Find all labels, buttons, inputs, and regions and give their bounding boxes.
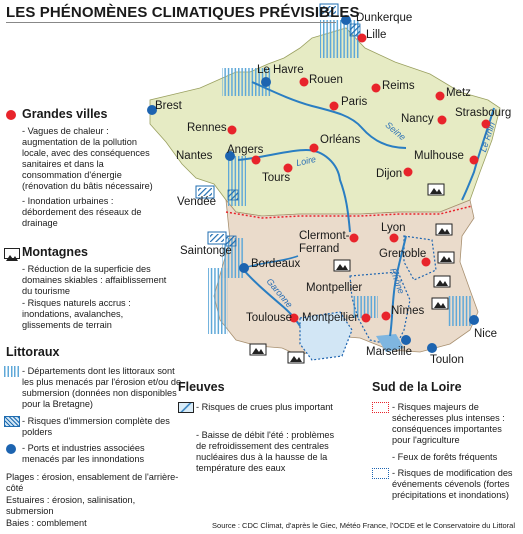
city-label-orleans: Orléans	[320, 134, 361, 146]
city-label-reims: Reims	[382, 80, 415, 92]
legend-littoraux-note-plages: Plages : érosion, ensablement de l'arrière-côté	[6, 472, 179, 493]
legend-montagnes-heading: Montagnes	[22, 245, 88, 259]
city-label-saintonge: Saintonge	[180, 245, 232, 257]
river-label-seine: Seine	[383, 119, 408, 143]
port-dot-marseille	[401, 335, 411, 345]
city-label-clermont: Clermont- Ferrand	[299, 230, 350, 255]
port-dot-bordeaux	[239, 263, 249, 273]
city-dot-rouen	[300, 78, 309, 87]
city-label-brest: Brest	[155, 100, 182, 112]
city-label-toulon: Toulon	[430, 354, 464, 366]
city-dot-mulhouse	[470, 156, 479, 165]
mountain-icon-jura	[436, 224, 452, 235]
mountain-icon-alpes-sud	[434, 276, 450, 287]
legend-littoraux-note-baies: Baies : comblement	[6, 518, 87, 528]
city-dot-angers	[252, 156, 261, 165]
mountain-icon-vosges	[428, 184, 444, 195]
city-label-nantes: Nantes	[176, 150, 213, 162]
city-label-paris: Paris	[341, 96, 368, 108]
river-label-rhin: Le Rhin	[477, 120, 498, 154]
source-credit: Source : CDC Climat, d'après le Giec, Météo France, l'OCDE et le Conservatoire du Littoral	[212, 521, 515, 530]
city-label-lyon: Lyon	[381, 222, 406, 234]
city-label-grenoble: Grenoble	[379, 248, 427, 260]
port-dot-le-havre	[261, 77, 271, 87]
city-dot-metz	[436, 92, 445, 101]
legend-grandes-villes-item-1: - Vagues de chaleur : augmentation de la pollution locale, avec des conséquences sanitaires et dans la consommation d'énergie (rénovation du bâtis nécessaire)	[22, 126, 153, 191]
polder-badge-icon-saintonge	[208, 232, 226, 244]
city-label-strasbourg: Strasbourg	[455, 107, 512, 119]
city-dot-orleans	[310, 144, 319, 153]
legend-littoraux-item-1: - Départements dont les littoraux sont les plus menacés par l'érosion et/ou de submersion (données non disponibles pour la Bretagne)	[22, 366, 182, 409]
legend-littoraux-item-3: - Ports et industries associées menacés par les innondations	[22, 443, 145, 464]
legend-littoraux-item-2: - Risques d'immersion complète des polders	[22, 416, 170, 437]
mountain-icon-massif-central	[334, 260, 350, 271]
city-dot-rennes	[228, 126, 237, 135]
polder-swatch-icon	[4, 416, 20, 427]
city-label-marseille: Marseille	[366, 346, 413, 358]
hatch-landes	[208, 268, 228, 334]
mountain-icon-pyrenees-est	[288, 352, 304, 363]
river-label-garonne: Garonne	[264, 276, 295, 310]
city-label-dunkerque: Dunkerque	[356, 12, 413, 24]
legend-grandes-villes-heading: Grandes villes	[22, 107, 108, 121]
city-dot-paris	[330, 102, 339, 111]
river-label-rhone: Rhône	[388, 266, 407, 296]
legend-sud-loire-item-1: - Risques majeurs de sécheresses plus intenses : conséquences importantes pour l'agriculture	[392, 402, 505, 445]
legend-grandes-villes-item-2: - Inondation urbaines : débordement des réseaux de drainage	[22, 196, 142, 228]
city-label-le-havre: Le Havre	[257, 64, 304, 76]
city-label-mulhouse: Mulhouse	[414, 150, 464, 162]
legend-littoraux-heading: Littoraux	[6, 345, 60, 359]
legend-sud-loire-heading: Sud de la Loire	[372, 380, 462, 394]
legend-sud-loire-item-3: - Risques de modification des événements cévenols (fortes précipitations et inondations)	[392, 468, 513, 500]
city-label-nice: Nice	[474, 328, 498, 340]
legend-fleuves-heading: Fleuves	[178, 380, 225, 394]
city-label-montpellier: Montpellier	[302, 312, 359, 324]
port-dot-nice	[469, 315, 479, 325]
mountain-icon-alpes-nord	[438, 252, 454, 263]
city-label-rouen: Rouen	[309, 74, 343, 86]
city-dot-clermont	[350, 234, 359, 243]
city-dot-lyon	[390, 234, 399, 243]
city-label-nimes: Nîmes	[391, 305, 425, 317]
city-label-metz: Metz	[446, 87, 471, 99]
mountain-icon-pyrenees-ouest	[250, 344, 266, 355]
city-label-rennes: Rennes	[187, 122, 227, 134]
mountain-icon-alpes-maritimes	[432, 298, 448, 309]
city-label-vendee: Vendée	[177, 196, 217, 208]
city-dot-nancy	[438, 116, 447, 125]
legend-fleuves-item-1: - Risques de crues plus important	[196, 402, 333, 412]
city-dot-montpellier	[362, 314, 371, 323]
city-label-tours: Tours	[262, 172, 291, 184]
city-label-nancy: Nancy	[401, 113, 434, 125]
title-underline	[6, 22, 336, 23]
city-label-montpellier-nord: Montpellier	[306, 282, 363, 294]
secheresse-swatch-icon	[372, 402, 389, 413]
crue-swatch-icon	[178, 402, 194, 413]
hatch-var	[448, 296, 472, 326]
legend-littoraux-note-estuaires: Estuaires : érosion, salinisation, submersion	[6, 495, 136, 516]
port-dot-toulon	[427, 343, 437, 353]
city-label-bordeaux: Bordeaux	[251, 258, 301, 270]
city-label-dijon: Dijon	[376, 168, 403, 180]
city-label-lille: Lille	[366, 29, 387, 41]
city-label-angers: Angers	[227, 144, 264, 156]
mountain-legend-icon	[4, 248, 20, 259]
littoral-hatch-swatch-icon	[4, 366, 20, 377]
city-dot-dijon	[404, 168, 413, 177]
page-title: LES PHÉNOMÈNES CLIMATIQUES PRÉVISIBLES	[6, 4, 360, 21]
city-dot-nimes	[382, 312, 391, 321]
river-label-loire: Loire	[295, 154, 317, 168]
city-dot-reims	[372, 84, 381, 93]
legend-montagnes-item-1: - Réduction de la superficie des domaines skiables : affaiblissement du tourisme	[22, 264, 167, 296]
legend-montagnes-item-2: - Risques naturels accrus : inondations, avalanches, glissements de terrain	[22, 298, 131, 330]
city-label-toulouse: Toulouse	[246, 312, 293, 324]
legend-fleuves-item-2: - Baisse de débit l'été : problèmes de refroidissement des centrales nucléaires dus à la hausse de la température des eaux	[196, 430, 335, 473]
polder-vendee	[228, 190, 238, 200]
legend-sud-loire-item-2: - Feux de forêts fréquents	[392, 452, 498, 462]
port-dot-legend-icon	[6, 444, 16, 454]
cevenol-swatch-icon	[372, 468, 389, 479]
polder-nord	[350, 24, 360, 36]
grandes-villes-dot-icon	[6, 110, 16, 120]
